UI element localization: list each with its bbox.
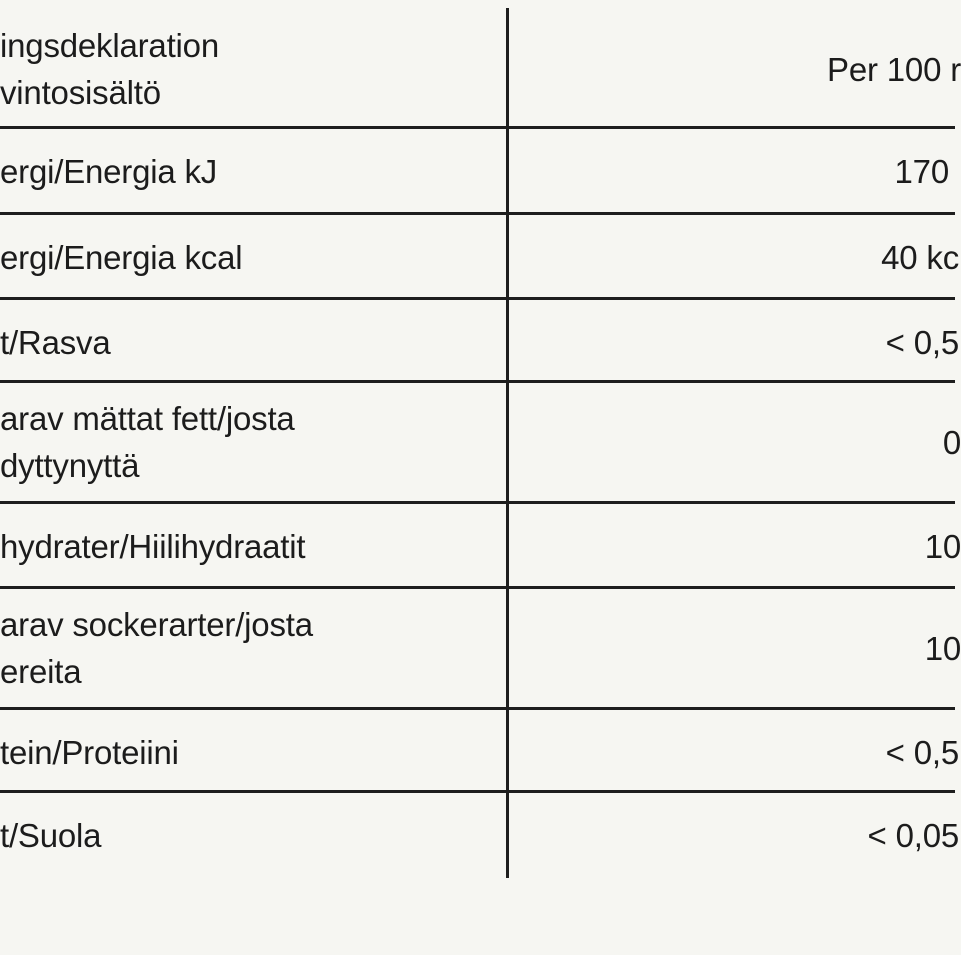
table-row: [0, 300, 959, 381]
row-value: 10: [924, 630, 961, 667]
row-label: [0, 395, 295, 489]
row-label: [0, 319, 110, 366]
row-label-line1: arav mättat fett/josta: [0, 400, 295, 437]
table-row: [0, 710, 959, 791]
table-row: [0, 215, 959, 298]
row-label: [0, 729, 179, 776]
row-value: < 0,5: [885, 324, 959, 361]
header-label: [0, 22, 219, 116]
row-label: [0, 523, 305, 570]
header-label-line1: ingsdeklaration: [0, 27, 219, 64]
row-label-line1: t/Suola: [0, 817, 102, 854]
row-value: 10: [924, 528, 961, 565]
row-label: [0, 812, 101, 859]
row-label-line1: arav sockerarter/josta: [0, 606, 313, 643]
table-row: [0, 793, 959, 877]
row-label: [0, 234, 242, 281]
table-row: [0, 589, 961, 707]
row-label: [0, 601, 313, 695]
header-value: Per 100 r: [827, 51, 961, 88]
row-label-line1: t/Rasva: [0, 324, 111, 361]
row-value: 0: [942, 424, 961, 461]
row-label-line2: dyttynyttä: [0, 447, 140, 484]
table-row: [0, 129, 955, 213]
row-label-line1: hydrater/Hiilihydraatit: [0, 528, 306, 565]
table-row: [0, 383, 961, 501]
row-label: [0, 148, 217, 195]
row-label-line1: tein/Proteiini: [0, 734, 179, 771]
row-value: < 0,5: [885, 734, 959, 771]
row-label-line1: ergi/Energia kJ: [0, 153, 218, 190]
header-label-line2: vintosisältö: [0, 74, 161, 111]
row-value: 170: [894, 153, 949, 190]
row-label-line2: ereita: [0, 653, 82, 690]
row-value: < 0,05: [867, 817, 959, 854]
row-label-line1: ergi/Energia kcal: [0, 239, 243, 276]
row-value: 40 kc: [881, 239, 959, 276]
table-row: [0, 504, 961, 586]
table-header-row: [0, 0, 961, 128]
